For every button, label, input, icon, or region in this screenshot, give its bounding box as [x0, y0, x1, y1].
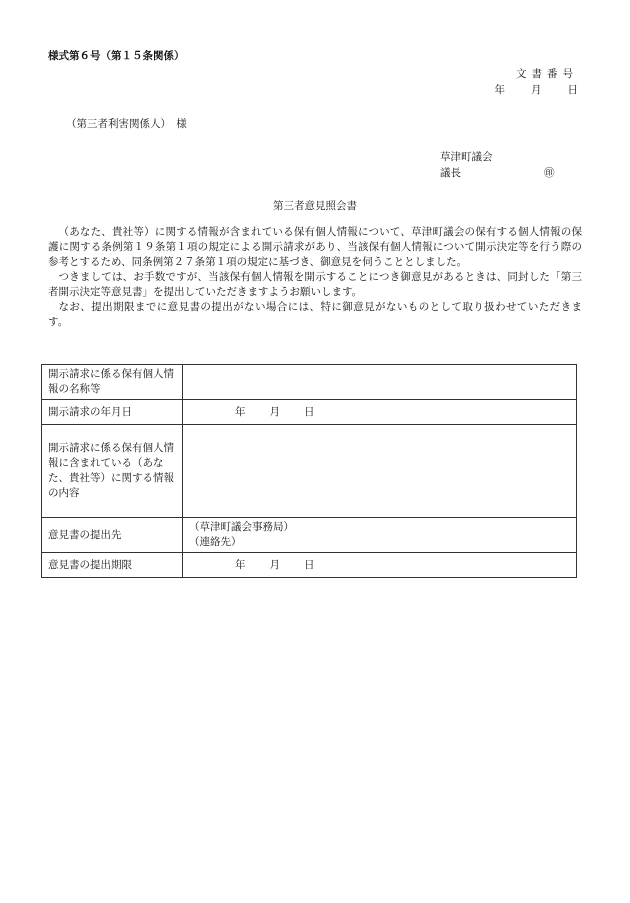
row-label-submission-deadline: 意見書の提出期限 [42, 553, 183, 578]
seal-mark: ㊞ [544, 167, 555, 179]
submission-office: （草津町議会事務局） [189, 521, 294, 533]
row-label-request-date: 開示請求の年月日 [42, 400, 183, 425]
value-info-content[interactable] [183, 425, 577, 518]
request-date-month: 月 [269, 405, 280, 418]
value-personal-info-name[interactable] [183, 365, 577, 400]
table-row [42, 553, 577, 578]
row-label-submission-destination: 意見書の提出先 [42, 518, 183, 553]
document-number: 文書番号 [516, 68, 578, 80]
body-text [48, 225, 582, 330]
value-request-date[interactable] [183, 400, 577, 425]
table-row [42, 425, 577, 518]
table-row [42, 518, 577, 553]
sender-organization: 草津町議会 [440, 151, 493, 163]
body-paragraph-1: （あなた、貴社等）に関する情報が含まれている保有個人情報について、草津町議会の保有する個人情報の保護に関する条例第１９条第１項の規定による開示請求があり、当該保有個人情報について開示決定等を行う際の参考とするため、同条例第２７条第１項の規定に基づき、御意見を伺うこととしました。 [48, 226, 582, 268]
value-submission-deadline[interactable] [183, 553, 577, 578]
row-label-personal-info-name: 開示請求に係る保有個人情報の名称等 [42, 365, 183, 400]
request-date-day: 日 [304, 405, 315, 418]
issue-date-day: 日 [567, 84, 578, 96]
row-label-info-content: 開示請求に係る保有個人情報に含まれている（あなた、貴社等）に関する情報の内容 [42, 425, 183, 518]
deadline-day: 日 [304, 558, 315, 571]
document-title: 第三者意見照会書 [273, 200, 357, 212]
sender-title: 議長 [440, 167, 461, 179]
body-paragraph-2: つきましては、お手数ですが、当該保有個人情報を開示することにつき御意見があるときは、同封した「第三者開示決定等意見書」を提出していただきますようお願いします。 [48, 271, 582, 298]
issue-date [495, 82, 579, 97]
body-paragraph-3: なお、提出期限までに意見書の提出がない場合には、特に御意見がないものとして取り扱わせていただきます。 [48, 301, 582, 328]
submission-contact: （連絡先） [189, 536, 242, 548]
table-row [42, 365, 577, 400]
info-table [41, 364, 577, 578]
deadline-month: 月 [269, 558, 280, 571]
deadline-year: 年 [235, 558, 246, 571]
request-date-year: 年 [235, 405, 246, 418]
form-number: 様式第６号（第１５条関係） [48, 50, 185, 62]
value-submission-destination[interactable] [183, 518, 577, 553]
issue-date-year: 年 [494, 84, 505, 96]
table-row [42, 400, 577, 425]
recipient: （第三者利害関係人） 様 [66, 118, 187, 130]
issue-date-month: 月 [531, 84, 542, 96]
